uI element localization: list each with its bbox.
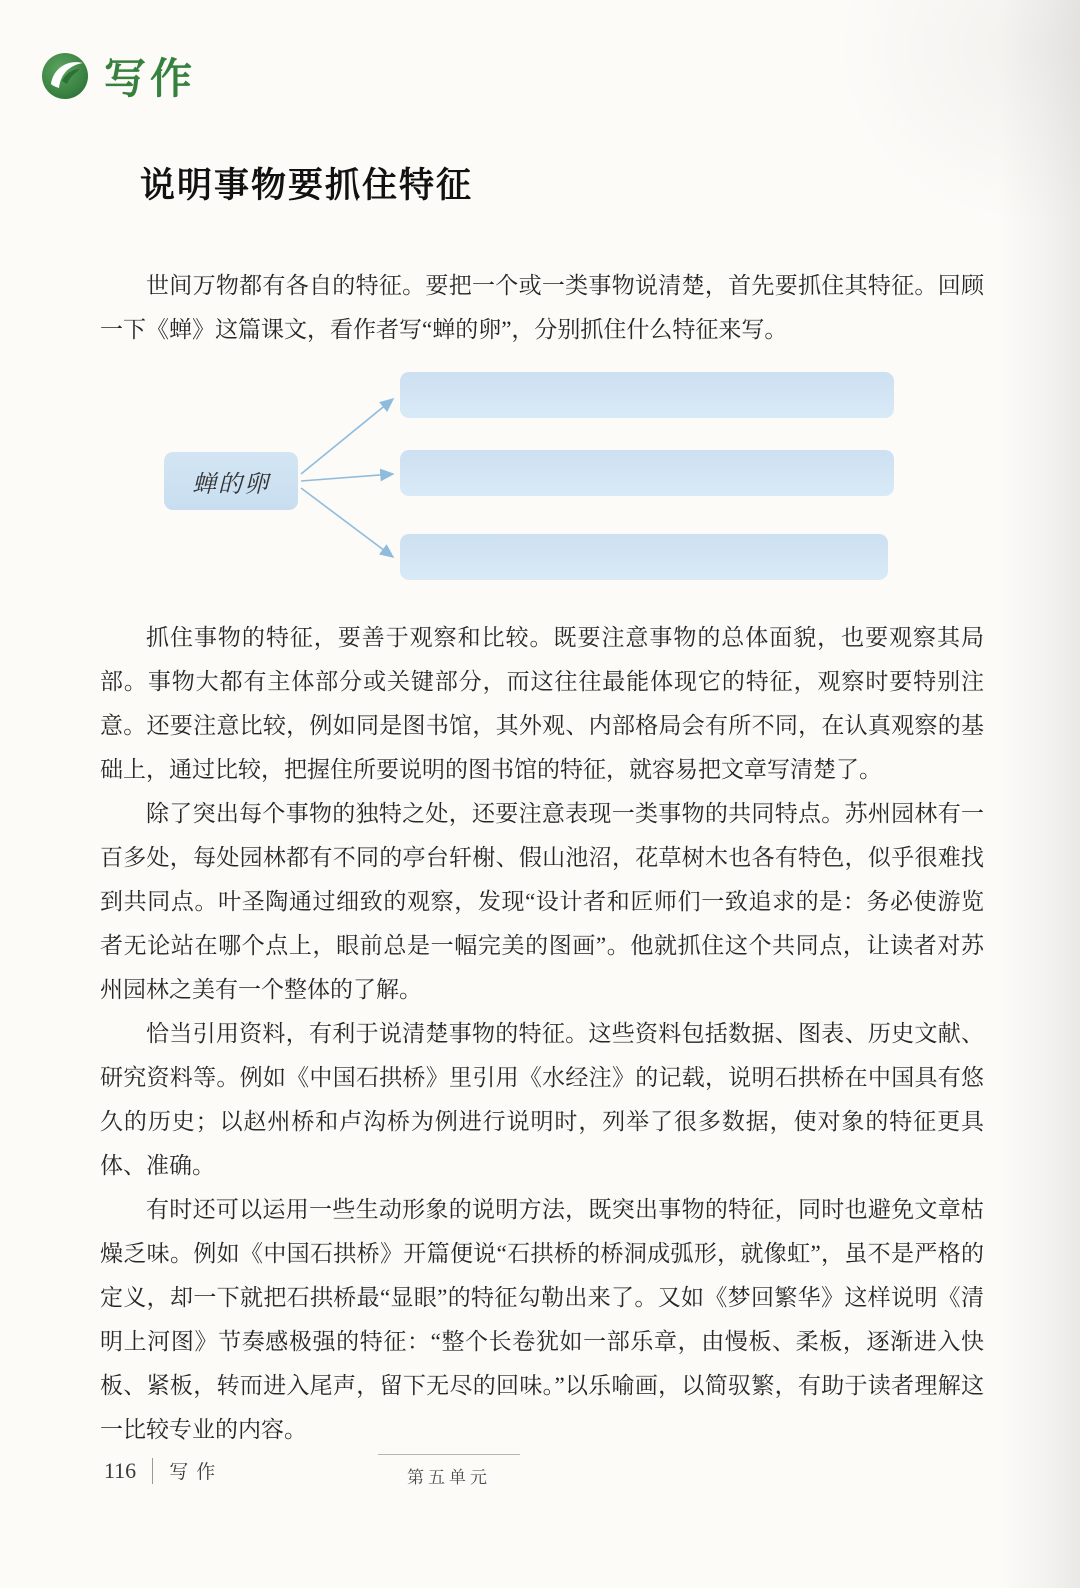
page-title: 说明事物要抓住特征 xyxy=(140,166,474,205)
page-content xyxy=(0,264,1080,1452)
intro-paragraph: 世间万物都有各自的特征。要把一个或一类事物说清楚，首先要抓住其特征。回顾一下《蝉》这篇课文，看作者写“蝉的卵”，分别抓住什么特征来写。 xyxy=(100,273,984,342)
body-paragraph: 恰当引用资料，有利于说清楚事物的特征。这些资料包括数据、图表、历史文献、研究资料等。例如《中国石拱桥》里引用《水经注》的记载，说明石拱桥在中国具有悠久的历史；以赵州桥和卢沟桥为例进行说明时，列举了很多数据，使对象的特征更具体、准确。 xyxy=(100,1021,984,1178)
footer-section-label: 写作 xyxy=(169,1462,224,1483)
body-paragraph: 除了突出每个事物的独特之处，还要注意表现一类事物的共同特点。苏州园林有一百多处，每处园林都有不同的亭台轩榭、假山池沼，花草树木也各有特色，似乎很难找到共同点。叶圣陶通过细致的观察，发现“设计者和匠师们一致追求的是：务必使游览者无论站在哪个点上，眼前总是一幅完美的图画”。他就抓住这个共同点，让读者对苏州园林之美有一个整体的了解。 xyxy=(100,801,984,1002)
footer-unit-label: 第五单元 xyxy=(378,1454,520,1488)
body-paragraph: 有时还可以运用一些生动形象的说明方法，既突出事物的特征，同时也避免文章枯燥乏味。例如《中国石拱桥》开篇便说“石拱桥的桥洞成弧形，就像虹”，虽不是严格的定义，却一下就把石拱桥最“显眼”的特征勾勒出来了。又如《梦回繁华》这样说明《清明上河图》节奏感极强的特征：“整个长卷犹如一部乐章，由慢板、柔板，逐渐进入快板、紧板，转而进入尾声，留下无尽的回味。”以乐喻画，以简驭繁，有助于读者理解这一比较专业的内容。 xyxy=(100,1197,984,1442)
section-header xyxy=(0,0,1080,106)
cicada-egg-diagram xyxy=(100,364,984,600)
diagram-blank-1 xyxy=(400,372,894,418)
body-paragraph: 抓住事物的特征，要善于观察和比较。既要注意事物的总体面貌，也要观察其局部。事物大都有主体部分或关键部分，而这往往最能体现它的特征，观察时要特别注意。还要注意比较，例如同是图书馆，其外观、内部格局会有所不同，在认真观察的基础上，通过比较，把握住所要说明的图书馆的特征，就容易把文章写清楚了。 xyxy=(100,625,984,782)
section-label: 写作 xyxy=(104,55,197,102)
diagram-blank-2 xyxy=(400,450,894,496)
diagram-node-cicada-egg: 蝉的卵 xyxy=(164,452,298,510)
page-number: 116 xyxy=(104,1457,137,1483)
diagram-blank-3 xyxy=(400,534,888,580)
footer-left xyxy=(104,1457,223,1484)
writing-leaf-icon xyxy=(40,51,90,101)
footer-divider xyxy=(152,1458,153,1484)
